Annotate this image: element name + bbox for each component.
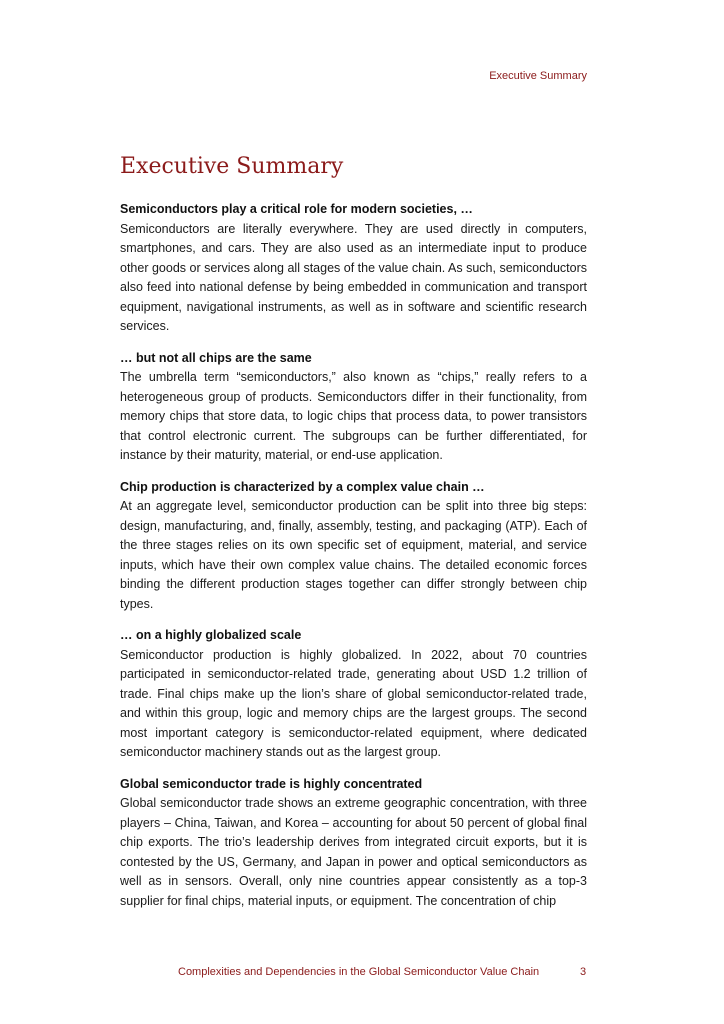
running-header: Executive Summary	[489, 70, 587, 82]
section-body: The umbrella term “semiconductors,” also known as “chips,” really refers to a heterogeneous group of products. Semiconductors differ in their functionality, from memory chips that store data, to logic chips that process data, to power transistors that control electronic current. The subgroups can be further differentiated, for instance by their maturity, material, or end-use application.	[120, 370, 587, 462]
section-critical-role	[120, 200, 587, 337]
section-value-chain	[120, 478, 587, 615]
section-globalized-scale	[120, 626, 587, 763]
section-heading: Semiconductors play a critical role for modern societies, …	[120, 202, 473, 216]
section-heading: … on a highly globalized scale	[120, 628, 302, 642]
section-heading: Chip production is characterized by a complex value chain …	[120, 479, 485, 494]
section-concentration	[120, 775, 587, 912]
section-body: Semiconductors are literally everywhere. They are used directly in computers, smartphones, and cars. They are also used as an intermediate input to produce other goods or services along all stages of the value chain. As such, semiconductors also feed into national defense by being embedded in communication and transport equipment, navigational instruments, as well as in software and scientific research services.	[120, 221, 587, 333]
page-title: Executive Summary	[120, 154, 344, 179]
footer-document-title: Complexities and Dependencies in the Global Semiconductor Value Chain	[178, 966, 540, 978]
section-body: At an aggregate level, semiconductor production can be split into three big steps: design, manufacturing, and, finally, assembly, testing, and packaging (ATP). Each of the three stages relies on its own specific set of equipment, material, and service inputs, which have their own complex value chains. The detailed economic forces binding the different production stages together can differ strongly between chip types.	[120, 499, 587, 611]
section-heading: Global semiconductor trade is highly concentrated	[120, 776, 423, 791]
section-not-all-chips	[120, 349, 587, 466]
section-heading: … but not all chips are the same	[120, 350, 312, 365]
page-number: 3	[580, 966, 587, 978]
section-body: Semiconductor production is highly globalized. In 2022, about 70 countries participated in semiconductor-related trade, generating about USD 1.2 trillion of trade. Final chips make up the lion’s share of global semiconductor-related trade, and within this group, logic and memory chips are the largest groups. The second most important category is semiconductor-related equipment, where dedicated semiconductor machinery stands out as the largest group.	[120, 647, 587, 759]
main-content	[120, 200, 587, 923]
section-body: Global semiconductor trade shows an extreme geographic concentration, with three players – China, Taiwan, and Korea – accounting for about 50 percent of global final chip exports. The trio’s leadership derives from integrated circuit exports, but it is contested by the US, Germany, and Japan in power and optical semiconductors as well as in sensors. Overall, only nine countries appear consistently as a top-3 supplier for final chips, material inputs, or equipment. The concentration of chip	[120, 796, 587, 908]
